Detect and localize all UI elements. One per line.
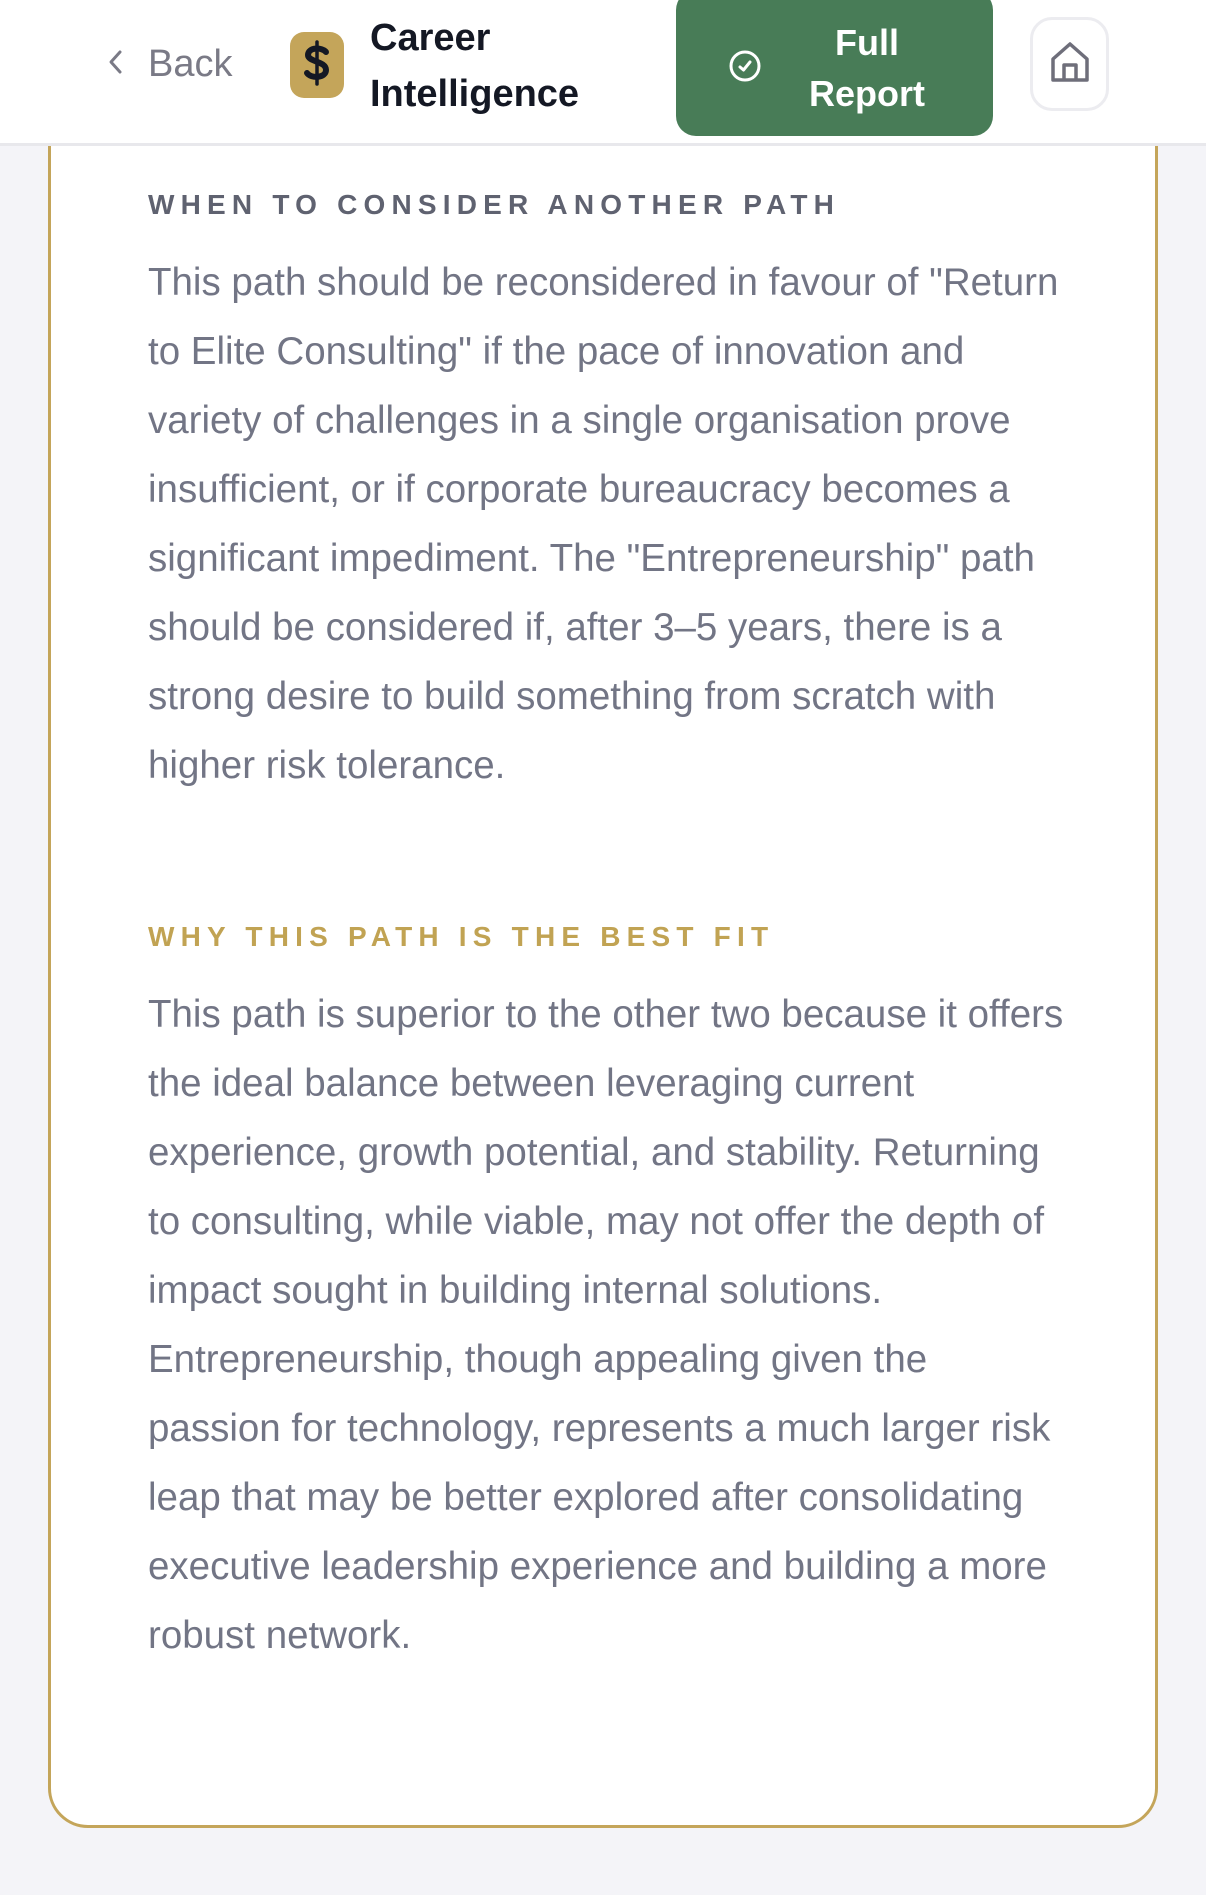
section-body-another-path: This path should be reconsidered in favour of "Return to Elite Consulting" if the pace of innovation and variety of challenges in a single organisation prove insufficient, or if corporate bureaucracy becomes a significant impediment. The "Entrepreneurship" path should be considered if, after 3–5 years, there is a strong desire to build something from scratch with higher risk tolerance. [148,261,1059,787]
section-heading-another-path: WHEN TO CONSIDER ANOTHER PATH [148,189,841,220]
full-report-label: Full Report [809,22,925,114]
full-report-button[interactable] [676,0,993,136]
section-body-best-fit: This path is superior to the other two because it offers the ideal balance between leveraging current experience, growth potential, and stability. Returning to consulting, while viable, may not offer the depth of impact sought in building internal solutions. Entrepreneurship, though appealing given the passion for technology, represents a much larger risk leap that may be better explored after consolidating executive leadership experience and building a more robust network. [148,993,1064,1657]
home-icon [1049,39,1091,90]
check-circle-icon [728,49,762,88]
back-label: Back [148,42,233,85]
top-header [0,0,1206,146]
app-title: Career Intelligence [370,17,580,115]
brand-logo [290,32,344,98]
home-button[interactable] [1030,17,1109,111]
back-button[interactable] [104,40,232,88]
dollar-icon [302,40,332,91]
chevron-left-icon [104,43,128,86]
section-heading-best-fit: WHY THIS PATH IS THE BEST FIT [148,921,775,952]
